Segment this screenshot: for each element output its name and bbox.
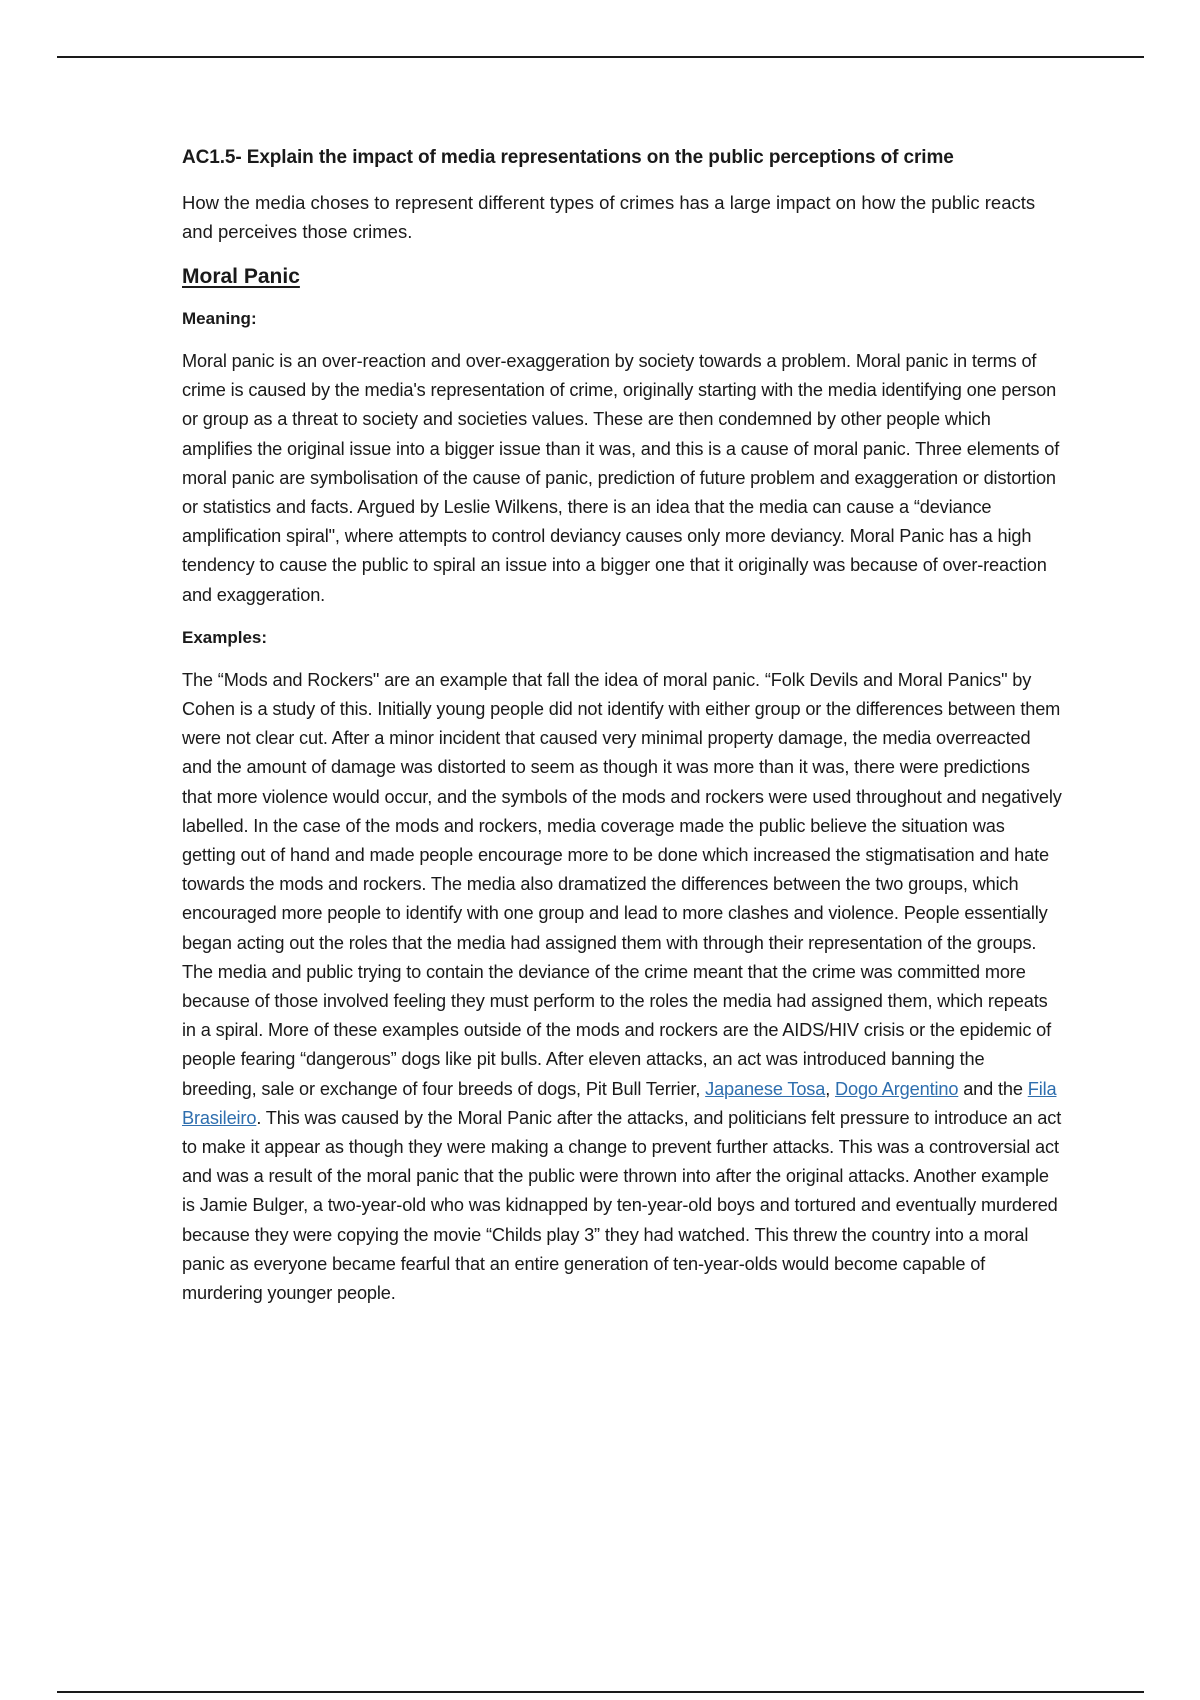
examples-text-part1: The “Mods and Rockers" are an example that fall the idea of moral panic. “Folk Devils and Moral Panics" by Cohen is a study of this. Initially young people did not identify with either group or the differences between them were not clear cut. After a minor incident that caused very minimal property damage, the media overreacted and the amount of damage was distorted to seem as though it was more than it was, there were predictions that more violence would occur, and the symbols of the mods and rockers were used throughout and negatively labelled. In the case of the mods and rockers, media coverage made the public believe the situation was getting out of hand and made people encourage more to be done which increased the stigmatisation and hate towards the mods and rockers. The media also dramatized the differences between the two groups, which encouraged more people to identify with one group and lead to more clashes and violence. People essentially began acting out the roles that the media had assigned them with through their representation of the groups. The media and public trying to contain the deviance of the crime meant that the crime was committed more because of those involved feeling they must perform to the roles the media had assigned them, which repeats in a spiral. More of these examples outside of the mods and rockers are the AIDS/HIV crisis or the epidemic of people fearing “dangerous” dogs like pit bulls. After eleven attacks, an act was introduced banning the breeding, sale or exchange of four breeds of dogs, Pit Bull Terrier, bbox=[182, 669, 1062, 1099]
header-rule bbox=[57, 56, 1144, 58]
meaning-paragraph: Moral panic is an over-reaction and over-exaggeration by society towards a problem. Moral panic in terms of crime is caused by the media's representation of crime, originally starting with the media identifying one person or group as a threat to society and societies values. These are then condemned by other people which amplifies the original issue into a bigger issue than it was, and this is a cause of moral panic. Three elements of moral panic are symbolisation of the cause of panic, prediction of future problem and exaggeration or distortion or statistics and facts. Argued by Leslie Wilkens, there is an idea that the media can cause a “deviance amplification spiral", where attempts to control deviancy causes only more deviancy. Moral Panic has a high tendency to cause the public to spiral an issue into a bigger one that it originally was because of over-reaction and exaggeration. bbox=[182, 351, 1060, 605]
document-title: AC1.5- Explain the impact of media representations on the public perceptions of crime bbox=[182, 147, 954, 168]
link-dogo-argentino[interactable]: Dogo Argentino bbox=[835, 1078, 959, 1099]
meaning-label: Meaning: bbox=[182, 309, 257, 328]
separator-and: and the bbox=[958, 1078, 1028, 1099]
separator-comma: , bbox=[825, 1078, 836, 1099]
examples-text-part2: . This was caused by the Moral Panic after the attacks, and politicians felt pressure to introduce an act to make it appear as though they were making a change to prevent further attacks. This was a controversial act and was a result of the moral panic that the public were thrown into after the original attacks. Another example is Jamie Bulger, a two-year-old who was kidnapped by ten-year-old boys and tortured and eventually murdered because they were copying the movie “Childs play 3” they had watched. This threw the country into a moral panic as everyone became fearful that an entire generation of ten-year-olds would become capable of murdering younger people. bbox=[182, 1107, 1062, 1304]
document-body bbox=[182, 146, 1062, 1324]
examples-paragraph bbox=[182, 666, 1062, 1308]
link-fila-brasileiro[interactable]: Fila Brasileiro bbox=[182, 1078, 1057, 1128]
footer-rule bbox=[57, 1691, 1144, 1693]
section-heading-moral-panic: Moral Panic bbox=[182, 265, 300, 288]
link-japanese-tosa[interactable]: Japanese Tosa bbox=[705, 1078, 826, 1099]
intro-paragraph: How the media choses to represent different types of crimes has a large impact on how the public reacts and perceives those crimes. bbox=[182, 192, 1036, 242]
examples-label: Examples: bbox=[182, 627, 268, 647]
